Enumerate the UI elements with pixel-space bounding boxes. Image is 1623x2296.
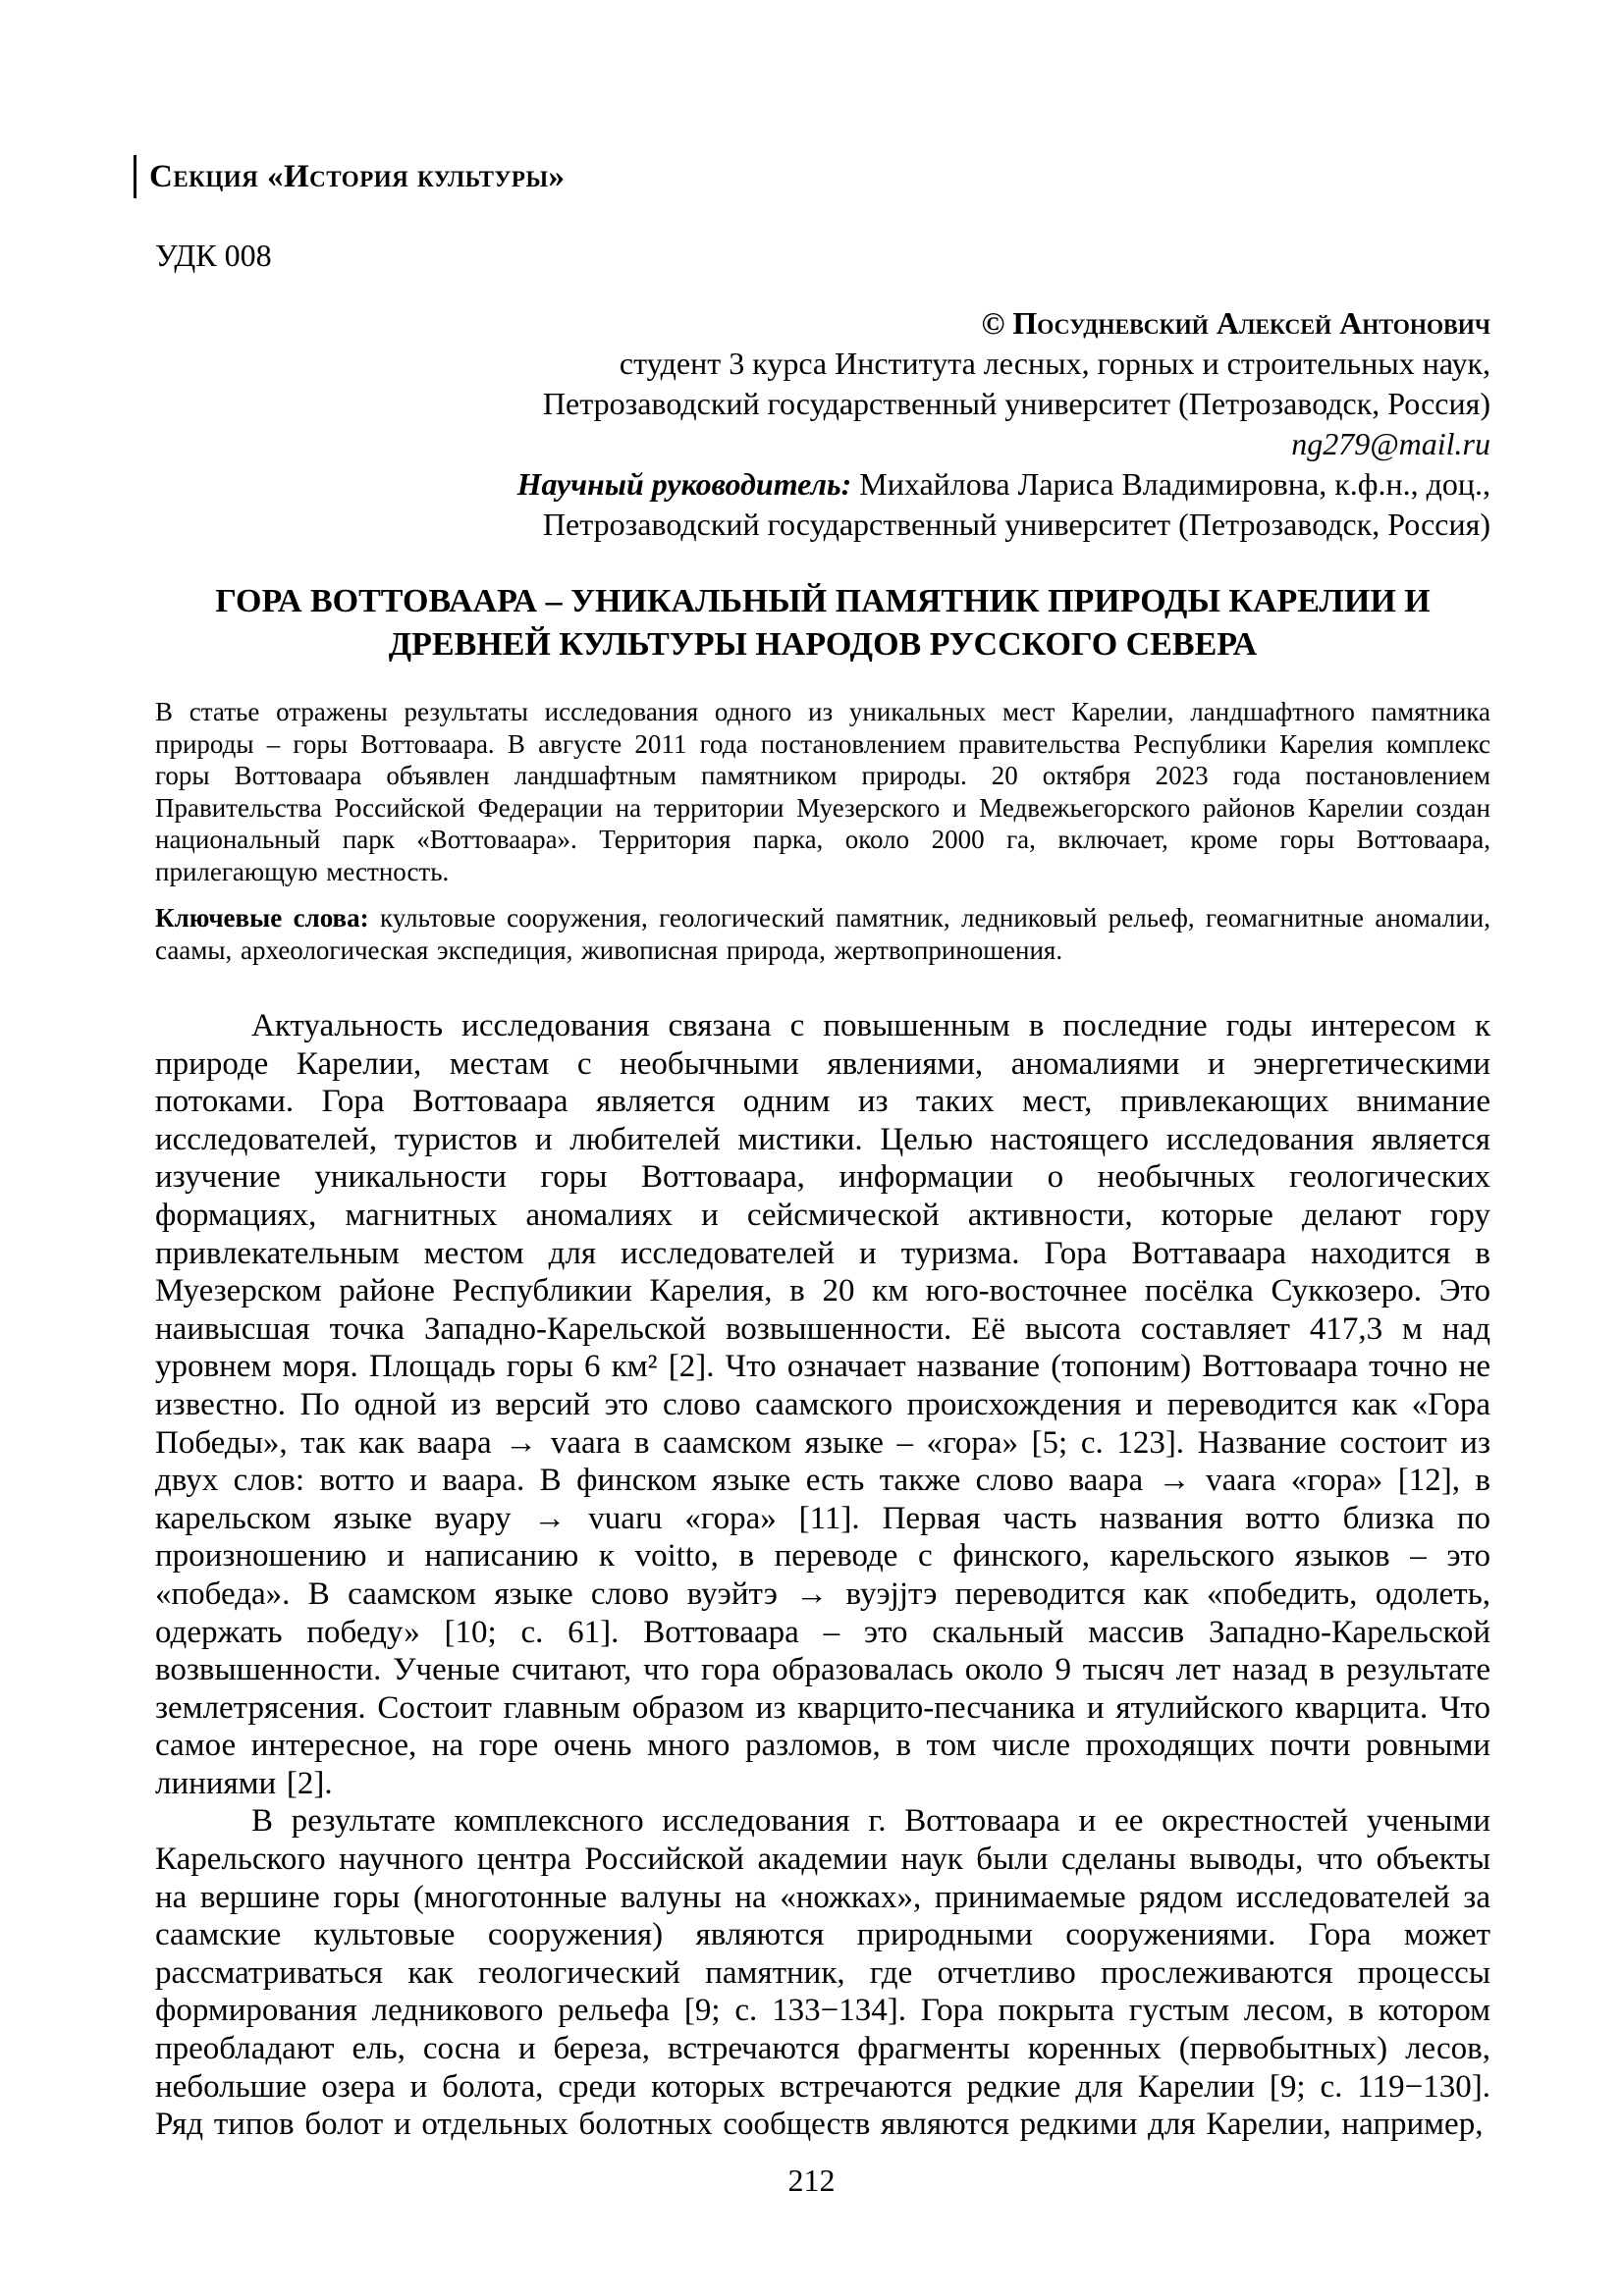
article-title-line-1: ГОРА ВОТТОВААРА – УНИКАЛЬНЫЙ ПАМЯТНИК ПРИРОДЫ КАРЕЛИИ И	[215, 583, 1431, 619]
supervisor-affiliation: Петрозаводский государственный университет (Петрозаводск, Россия)	[542, 507, 1490, 542]
author-block	[155, 303, 1490, 545]
author-affiliation: Петрозаводский государственный университет (Петрозаводск, Россия)	[542, 386, 1490, 421]
article-title-line-2: ДРЕВНЕЙ КУЛЬТУРЫ НАРОДОВ РУССКОГО СЕВЕРА	[388, 626, 1258, 663]
section-header-text: Секция «История культуры»	[149, 158, 566, 194]
author-name: © Посудневский Алексей Антонович	[981, 305, 1490, 341]
supervisor-name: Михайлова Лариса Владимировна, к.ф.н., доц.,	[851, 466, 1490, 502]
article-body	[155, 1007, 1490, 2144]
article-title	[155, 580, 1490, 667]
supervisor-line	[155, 464, 1490, 505]
supervisor-label: Научный руководитель:	[516, 466, 852, 502]
page-number: 212	[787, 2163, 836, 2198]
author-email: ng279@mail.ru	[1291, 426, 1490, 461]
udk-code: УДК 008	[155, 238, 272, 273]
body-paragraph-2: В результате комплексного исследования г. Воттоваара и ее окрестностей учеными Карельского научного центра Российской академии наук были сделаны выводы, что объекты на вершине горы (многотонные валуны на «ножках», принимаемые рядом исследователей за саамские культовые сооружения) являются природными сооружениями. Гора может рассматриваться как геологический памятник, где отчетливо прослеживаются процессы формирования ледникового рельефа [9; с. 133−134]. Гора покрыта густым лесом, в котором преобладают ель, сосна и береза, встречаются фрагменты коренных (первобытных) лесов, небольшие озера и болота, среди которых встречаются редкие для Карелии [9; с. 119−130]. Ряд типов болот и отдельных болотных сообществ являются редкими для Карелии, например,	[155, 1803, 1490, 2143]
section-header-bar	[134, 155, 136, 198]
abstract-text: В статье отражены результаты исследования одного из уникальных мест Карелии, ландшафтного памятника природы – горы Воттоваара. В августе 2011 года постановлением правительства Республики Карелия комплекс горы Воттоваара объявлен ландшафтным памятником природы. 20 октября 2023 года постановлением Правительства Российской Федерации на территории Муезерского и Медвежьегорского районов Карелии создан национальный парк «Воттоваара». Территория парка, около 2000 га, включает, кроме горы Воттоваара, прилегающую местность.	[155, 697, 1490, 886]
body-paragraph-1: Актуальность исследования связана с повышенным в последние годы интересом к природе Карелии, местам с необычными явлениями, аномалиями и энергетическими потоками. Гора Воттоваара является одним из таких мест, привлекающих внимание исследователей, туристов и любителей мистики. Целью настоящего исследования является изучение уникальности горы Воттоваара, информации о необычных геологических формациях, магнитных аномалиях и сейсмической активности, которые делают гору привлекательным местом для исследователей и туризма. Гора Воттаваара находится в Муезерском районе Республикии Карелия, в 20 км юго-восточнее посёлка Суккозеро. Это наивысшая точка Западно-Карельской возвышенности. Её высота составляет 417,3 м над уровнем моря. Площадь горы 6 км² [2]. Что означает название (топоним) Воттоваара точно не известно. По одной из версий это слово саамского происхождения и переводится как «Гора Победы», так как ваара → vaara в саамском языке – «гора» [5; с. 123]. Название состоит из двух слов: вотто и ваара. В финском языке есть также слово ваара → vaara «гора» [12], в карельском языке вуару → vuaru «гора» [11]. Первая часть названия вотто близка по произношению и написанию к voitto, в переводе с финского, карельского языков – это «победа». В саамском языке слово вуэйтэ → вуэjjтэ переводится как «победить, одолеть, одержать победу» [10; с. 61]. Воттоваара – это скальный массив Западно-Карельской возвышенности. Ученые считают, что гора образовалась около 9 тысяч лет назад в результате землетрясения. Состоит главным образом из кварцито-песчаника и ятулийского кварцита. Что самое интересное, на горе очень много разломов, в том числе проходящих почти ровными линиями [2].	[155, 1008, 1490, 1801]
keywords-text: культовые сооружения, геологический памятник, ледниковый рельеф, геомагнитные аномалии, саамы, археологическая экспедиция, живописная природа, жертвоприношения.	[155, 903, 1491, 965]
keywords-label: Ключевые слова:	[155, 903, 369, 933]
section-header	[134, 155, 1490, 198]
author-role: студент 3 курса Института лесных, горных и строительных наук,	[619, 346, 1490, 381]
keywords-block	[155, 902, 1490, 966]
